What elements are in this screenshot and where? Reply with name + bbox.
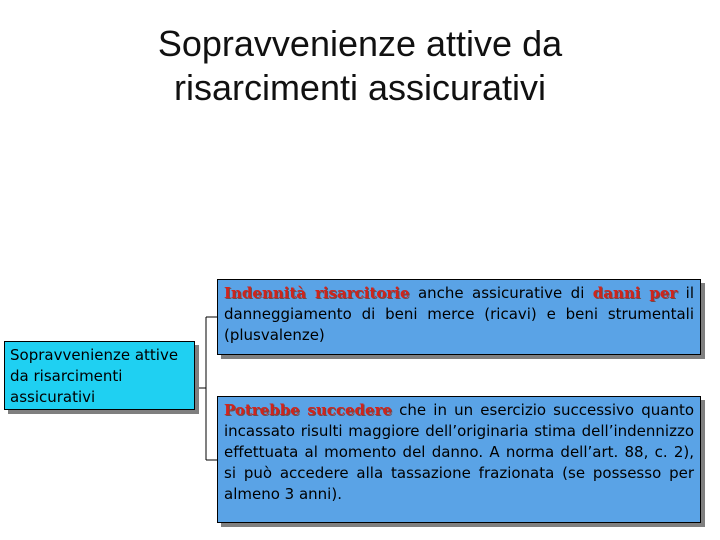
child-node-potrebbe-succedere <box>217 396 701 523</box>
title-line-2: risarcimenti assicurativi <box>173 67 547 108</box>
child-1-text-b: il danneggiamento di beni merce (ricavi) e beni strumentali (plusvalenze) <box>224 284 695 344</box>
title-line-1: Sopravvenienze attive da <box>157 23 563 64</box>
child-1-text-a: anche assicurative di <box>409 284 593 302</box>
child-node-indennita <box>217 279 701 355</box>
keyword-potrebbe-succedere: Potrebbe succedere <box>224 401 393 419</box>
keyword-indennita-risarcitorie: Indennità risarcitorie <box>224 284 410 302</box>
root-node-label: Sopravvenienze attive da risarcimenti assicurativi <box>10 346 179 406</box>
root-node <box>4 341 195 410</box>
keyword-danni-per: danni per <box>592 284 678 302</box>
child-2-text: che in un esercizio successivo quanto incassato risulti maggiore dell’originaria stima dell’indennizzo effettuata al momento del danno. A norma dell’art. 88, c. 2), si può accedere alla tassazione frazionata (se possesso per almeno 3 anni). <box>224 401 695 503</box>
